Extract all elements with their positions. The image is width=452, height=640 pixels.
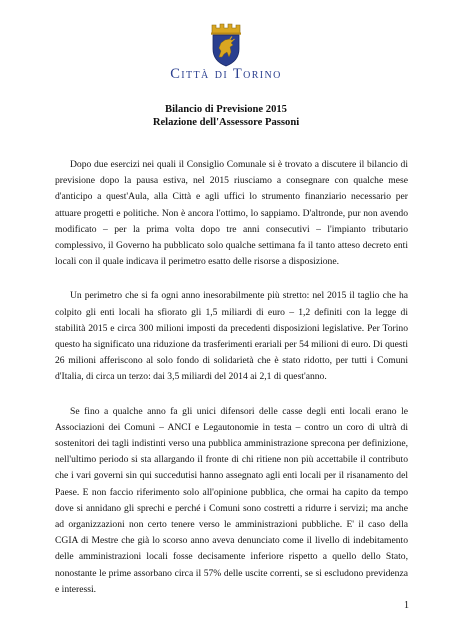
city-name-heading: Città di Torino [170, 66, 282, 82]
document-subtitle: Relazione dell'Assessore Passoni [152, 117, 300, 128]
document-title: Bilancio di Previsione 2015 [165, 104, 287, 115]
document-body [55, 157, 408, 616]
page-number: 1 [404, 600, 409, 611]
body-paragraph: Un perimetro che si fa ogni anno inesorabilmente più stretto: nel 2015 il taglio che ha colpito gli enti locali ha sfiorato gli 1,5 miliardi di euro – 1,2 definiti con la legge di stabilità 2015 e circa 300 milioni imposti da precedenti disposizioni legislative. Per Torino questo ha significato una riduzione da trasferimenti erariali per 54 milioni di euro. Di questi 26 milioni afferiscono al solo fondo di solidarietà che è stato ridotto, per tutti i Comuni d'Italia, di circa un terzo: dai 3,5 miliardi del 2014 ai 2,1 di quest'anno. [55, 290, 408, 383]
body-paragraph: Dopo due esercizi nei quali il Consiglio Comunale si è trovato a discutere il bilancio di previsione dopo la pausa estiva, nel 2015 riusciamo a consegnare con qualche mese d'anticipo a quest'Aula, alla Città e agli uffici lo strumento finanziario necessario per attuare progetti e politiche. Non è ancora l'ottimo, lo sappiamo. D'altronde, pur non avendo modificato – per la prima volta dopo tre anni consecutivi – l'impianto tributario complessivo, il Governo ha pubblicato solo qualche settimana fa il tanto atteso decreto enti locali con il quale indicava il perimetro esatto delle risorse a disposizione. [55, 159, 408, 268]
city-crest-icon [203, 21, 249, 67]
body-paragraph: Se fino a qualche anno fa gli unici difensori delle casse degli enti locali erano le Associazioni dei Comuni – ANCI e Legautonomie in testa – contro un coro di ultrà di sostenitori dei tagli indistinti verso una pubblica amministrazione sprecona per definizione, nell'ultimo periodo si sta allargando il fronte di chi ritiene non più accettabile il contributo che i vari governi sin qui succedutisi hanno assegnato agli enti locali per il risanamento del Paese. E non faccio riferimento solo all'opinione pubblica, che ormai ha capito da tempo dove si annidano gli sprechi e perché i Comuni sono costretti a ridurre i servizi; ma anche ad organizzazioni non certo tenere verso le amministrazioni pubbliche. E' il caso della CGIA di Mestre che già lo scorso anno aveva denunciato come il livello di indebitamento delle amministrazioni locali fosse decisamente inferiore rispetto a quello dello Stato, nonostante le prime assorbano circa il 57% delle uscite correnti, se si escludono previdenza e interessi. [55, 405, 408, 595]
document-title-block [0, 103, 452, 129]
